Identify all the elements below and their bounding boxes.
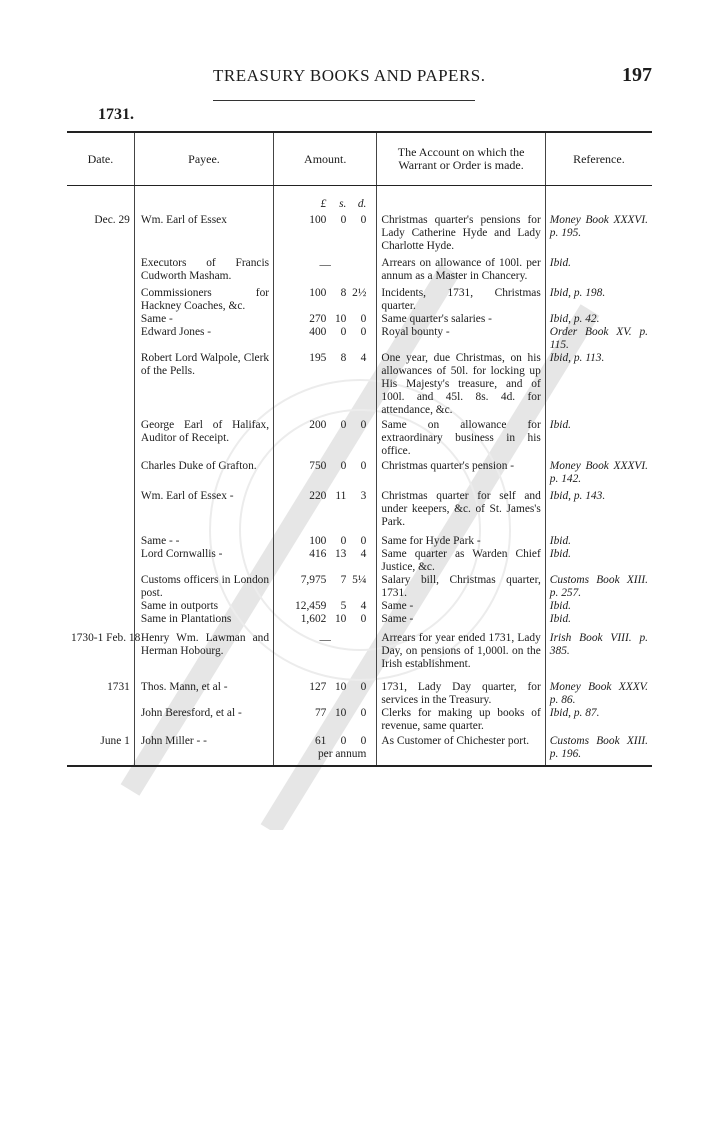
entry-reference: Customs Book XIII. p. 196. — [549, 735, 648, 760]
year-heading: 1731. — [98, 106, 134, 123]
entry-account: 1731, Lady Day quarter, for services in the Treasury. — [381, 681, 541, 706]
amount-shillings: 0 — [340, 214, 347, 226]
amount-pence: 0 — [360, 313, 367, 325]
entry-account: Christmas quarter's pension - — [381, 460, 515, 472]
entry-reference: Ibid. — [549, 535, 571, 547]
entry-account: As Customer of Chichester port. — [381, 735, 530, 747]
entry-date: Dec. 29 — [94, 214, 130, 226]
amount-shillings: 5 — [340, 600, 347, 612]
table-row — [67, 574, 652, 600]
amount-pounds: 77 — [314, 707, 327, 719]
amount-pence: 2½ — [352, 287, 367, 299]
table-row — [67, 287, 652, 313]
entry-account: One year, due Christmas, on his allowances of 50l. for locking up His Majesty's treasure, and of 100l. and 45l. 8s. 4d. for attendance, &c. — [381, 352, 541, 416]
amount-dash: — — [319, 634, 331, 646]
table-row — [67, 600, 652, 613]
entry-account: Arrears on allowance of 100l. per annum as a Master in Chancery. — [381, 257, 541, 282]
table-row — [67, 460, 652, 490]
amount-shillings: 0 — [340, 735, 347, 747]
amount-note: per annum — [317, 748, 367, 760]
entry-payee: Same - — [140, 313, 173, 325]
entry-reference: Ibid. — [549, 257, 571, 269]
entry-account: Clerks for making up books of revenue, same quarter. — [381, 707, 541, 732]
entry-payee: Thos. Mann, et al - — [140, 681, 228, 693]
entry-payee: John Miller - - — [140, 735, 207, 747]
amount-pence: 0 — [360, 707, 367, 719]
entry-payee: Henry Wm. Lawman and Herman Hobourg. — [140, 632, 270, 657]
amount-pence: 0 — [360, 613, 367, 625]
entry-account: Same on allowance for extraordinary business in his office. — [381, 419, 541, 457]
entry-reference: Customs Book XIII. p. 257. — [549, 574, 648, 599]
page-number: 197 — [622, 64, 652, 86]
table-row — [67, 535, 652, 548]
entry-account: Same for Hyde Park - — [381, 535, 481, 547]
table-row — [67, 613, 652, 632]
entry-payee: Same in outports — [140, 600, 219, 612]
amount-pounds: 100 — [309, 287, 327, 299]
amount-pounds: 750 — [309, 460, 327, 472]
amount-shillings: 0 — [340, 326, 347, 338]
entry-reference: Ibid, p. 42. — [549, 313, 600, 325]
entry-account: Incidents, 1731, Christmas quarter. — [381, 287, 541, 312]
running-head — [0, 66, 720, 96]
entry-account: Same quarter's salaries - — [381, 313, 492, 325]
amount-pounds: 100 — [309, 535, 327, 547]
table-row — [67, 257, 652, 287]
entry-payee: Robert Lord Walpole, Clerk of the Pells. — [140, 352, 270, 377]
table-row — [67, 313, 652, 326]
col-reference: Reference. — [545, 132, 652, 186]
shillings-heading: s. — [339, 198, 347, 210]
entry-account: Same quarter as Warden Chief Justice, &c. — [381, 548, 541, 573]
entry-date: June 1 — [100, 735, 130, 747]
amount-pence: 0 — [360, 460, 367, 472]
table-row — [67, 490, 652, 535]
amount-shillings: 8 — [340, 352, 347, 364]
amount-shillings: 7 — [340, 574, 347, 586]
amount-shillings: 11 — [335, 490, 347, 502]
table-row — [67, 548, 652, 574]
amount-pounds: 61 — [314, 735, 327, 747]
amount-pounds: 127 — [309, 681, 327, 693]
entry-payee: Commissioners for Hackney Coaches, &c. — [140, 287, 270, 312]
amount-pence: 0 — [360, 735, 367, 747]
amount-pence: 0 — [360, 419, 367, 431]
amount-shillings: 0 — [340, 535, 347, 547]
col-payee: Payee. — [134, 132, 273, 186]
entry-payee: Lord Cornwallis - — [140, 548, 223, 560]
table-row — [67, 419, 652, 460]
entry-reference: Ibid. — [549, 419, 571, 431]
col-account: The Account on which the Warrant or Order is made. — [377, 132, 545, 186]
amount-shillings: 10 — [334, 313, 347, 325]
amount-pounds: 100 — [309, 214, 327, 226]
amount-shillings: 8 — [340, 287, 347, 299]
entry-reference: Money Book XXXVI. p. 195. — [549, 214, 648, 239]
entry-reference: Ibid, p. 113. — [549, 352, 605, 364]
entry-reference: Ibid. — [549, 548, 571, 560]
entry-reference: Irish Book VIII. p. 385. — [549, 632, 648, 657]
header-row — [67, 132, 652, 186]
running-title: TREASURY BOOKS AND PAPERS. — [213, 66, 486, 85]
amount-shillings: 10 — [334, 613, 347, 625]
entry-account: Arrears for year ended 1731, Lady Day, on pensions of 1,000l. on the Irish establishment. — [381, 632, 541, 670]
entry-reference: Order Book XV. p. 115. — [549, 326, 648, 351]
col-amount: Amount. — [274, 132, 377, 186]
pence-heading: d. — [357, 198, 367, 210]
entry-account: Christmas quarter's pensions for Lady Catherine Hyde and Lady Charlotte Hyde. — [381, 214, 541, 252]
amount-pounds: 1,602 — [300, 613, 327, 625]
table-row — [67, 707, 652, 735]
entry-payee: George Earl of Halifax, Auditor of Receipt. — [140, 419, 270, 444]
entry-reference: Ibid. — [549, 613, 571, 625]
table-row — [67, 352, 652, 419]
entry-account: Salary bill, Christmas quarter, 1731. — [381, 574, 541, 599]
table-row — [67, 735, 652, 766]
entry-payee: Wm. Earl of Essex - — [140, 490, 234, 502]
entry-payee: Customs officers in London post. — [140, 574, 270, 599]
entry-account: Same - — [381, 613, 414, 625]
amount-pence: 4 — [360, 352, 367, 364]
head-rule — [213, 100, 475, 101]
table-row — [67, 214, 652, 257]
spacer-row — [67, 186, 652, 199]
entry-date: 1731 — [107, 681, 130, 693]
entry-payee: Same in Plantations — [140, 613, 232, 625]
amount-shillings: 10 — [334, 681, 347, 693]
entry-account: Same - — [381, 600, 414, 612]
entry-payee: Wm. Earl of Essex — [140, 214, 227, 226]
entry-reference: Money Book XXXVI. p. 142. — [549, 460, 648, 485]
amount-pounds: 416 — [309, 548, 327, 560]
entry-reference: Ibid, p. 87. — [549, 707, 600, 719]
col-date: Date. — [67, 132, 134, 186]
amount-pence: 0 — [360, 535, 367, 547]
amount-pence: 0 — [360, 326, 367, 338]
amount-shillings: 0 — [340, 419, 347, 431]
entry-payee: Executors of Francis Cudworth Masham. — [140, 257, 270, 282]
amount-pounds: 12,459 — [295, 600, 327, 612]
currency-row — [67, 198, 652, 214]
amount-pounds: 400 — [309, 326, 327, 338]
entry-payee: Same - - — [140, 535, 180, 547]
amount-shillings: 0 — [340, 460, 347, 472]
amount-pounds: 195 — [309, 352, 327, 364]
amount-pence: 5¼ — [352, 574, 367, 586]
ledger-table — [67, 131, 652, 767]
table-row — [67, 681, 652, 707]
table-row — [67, 632, 652, 681]
table-row — [67, 326, 652, 352]
amount-pounds: 270 — [309, 313, 327, 325]
amount-shillings: 13 — [334, 548, 347, 560]
amount-shillings: 10 — [334, 707, 347, 719]
amount-pounds: 7,975 — [300, 574, 327, 586]
amount-pounds: 200 — [309, 419, 327, 431]
amount-pence: 0 — [360, 214, 367, 226]
amount-pence: 0 — [360, 681, 367, 693]
entry-account: Christmas quarter for self and under keepers, &c. of St. James's Park. — [381, 490, 541, 528]
amount-pence: 3 — [360, 490, 367, 502]
entry-date: 1730-1 Feb. 18 — [71, 632, 141, 644]
amount-pence: 4 — [360, 600, 367, 612]
amount-pence: 4 — [360, 548, 367, 560]
ledger-body — [67, 186, 652, 767]
pounds-heading: £ — [320, 198, 327, 210]
entry-account: Royal bounty - — [381, 326, 450, 338]
entry-reference: Money Book XXXV. p. 86. — [549, 681, 648, 706]
entry-payee: John Beresford, et al - — [140, 707, 242, 719]
entry-payee: Edward Jones - — [140, 326, 212, 338]
entry-reference: Ibid, p. 198. — [549, 287, 606, 299]
entry-reference: Ibid. — [549, 600, 571, 612]
amount-pounds: 220 — [309, 490, 327, 502]
entry-reference: Ibid, p. 143. — [549, 490, 606, 502]
amount-dash: — — [319, 259, 331, 271]
entry-payee: Charles Duke of Grafton. — [140, 460, 257, 472]
